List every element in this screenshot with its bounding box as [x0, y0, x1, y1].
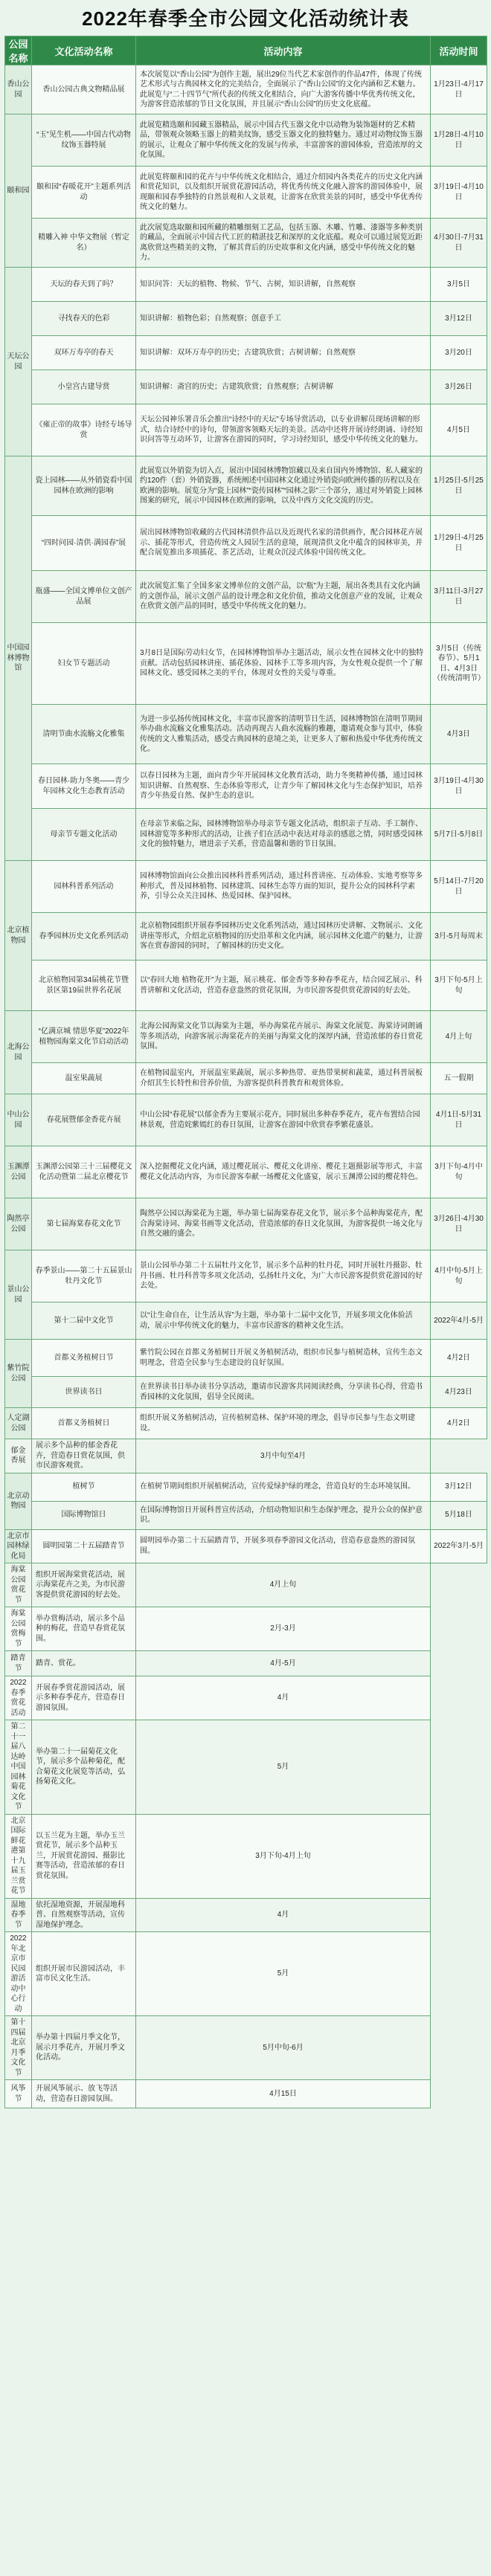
activity-name-cell: 2022春季赏花活动 [5, 1676, 32, 1720]
activity-time-cell: 2022年3月-5月 [431, 1529, 487, 1563]
table-row [5, 1377, 487, 1408]
activity-name-cell: 寻找春天的色彩 [32, 302, 136, 336]
table-row [5, 456, 487, 516]
activity-content-cell: 展出园林博物馆收藏的古代园林清供作品以及近现代名家的清供画作，配合园林花卉展示、插花等形式，营造传统文人园居生活的意境，展现清供文化中蕴含的园林审美，并配合展览推出多项插花、茶艺活动，让观众沉浸式体验中国传统文化。 [136, 516, 431, 571]
activity-name-cell: 瓷上园林——从外销瓷看中国园林在欧洲的影响 [32, 456, 136, 516]
activity-time-cell: 4月上旬 [431, 1011, 487, 1063]
activity-name-cell: 郁金香展 [5, 1439, 32, 1473]
activity-name-cell: 妇女节专题活动 [32, 623, 136, 705]
table-row [5, 623, 487, 705]
activity-content-cell: 知识问答：天坛的植物、物候、节气、古树，知识讲解，自然观察 [136, 268, 431, 302]
park-name-cell: 玉渊潭公园 [5, 1146, 32, 1198]
table-row [5, 167, 487, 219]
table-row [5, 65, 487, 114]
table-row [5, 1146, 487, 1198]
table-row [5, 1063, 487, 1094]
activity-content-cell: 组织开展海棠赏花活动，展示海棠花卉之美，为市民游客提供赏花游园的好去处。 [32, 1563, 136, 1607]
activity-time-cell: 4月2日 [431, 1408, 487, 1439]
activity-content-cell: 开展风筝展示、放飞等活动，营造春日游园氛围。 [32, 2080, 136, 2108]
activity-name-cell: 春花展暨郁金香花卉展 [32, 1094, 136, 1146]
activity-time-cell: 5月 [136, 1932, 431, 2016]
activity-time-cell: 4月 [136, 1898, 431, 1932]
header-activity-content: 活动内容 [136, 36, 431, 65]
activity-time-cell: 3月中旬至4月 [136, 1439, 431, 1473]
activity-time-cell: 4月23日 [431, 1377, 487, 1408]
table-row [5, 219, 487, 268]
activity-name-cell: 北京植物园第34届桃花节暨景区第19届世界名花展 [32, 961, 136, 1011]
table-row [5, 1501, 487, 1529]
activity-name-cell: 春季景山——第二十五届景山牡丹文化节 [32, 1250, 136, 1302]
activity-time-cell: 1月23日-4月17日 [431, 65, 487, 114]
activity-content-cell: 天坛公园神乐署音乐会推出“诗经中的天坛”专场导赏活动，以专业讲解员现场讲解的形式，结合诗经中的诗句，带领游客领略天坛的美景。活动中还将开展诗经朗诵、诗经知识问答等互动环节，让游客在游园的同时，学习诗经知识，感受中华传统文化的魅力。 [136, 404, 431, 456]
header-park: 公园名称 [5, 36, 32, 65]
activity-time-cell: 4月15日 [136, 2080, 431, 2108]
activity-content-cell: 知识讲解：斋宫的历史；古建筑欣赏；自然观察；古树讲解 [136, 370, 431, 404]
activity-name-cell: 精雕入神 中华文物展（暂定名） [32, 219, 136, 268]
activity-name-cell: 首都义务植树日节 [32, 1340, 136, 1377]
table-body [5, 65, 487, 2108]
table-row [5, 571, 487, 623]
table-row [5, 302, 487, 336]
park-name-cell: 人定湖公园 [5, 1408, 32, 1439]
activity-content-cell: 知识讲解：双环万寿亭的历史；古建筑欣赏；古树讲解；自然观察 [136, 336, 431, 370]
activity-time-cell: 5月7日-5月8日 [431, 809, 487, 861]
activity-content-cell: 圆明园举办第二十五届踏青节，开展多项春季游园文化活动，营造春意盎然的游园氛围。 [136, 1529, 431, 1563]
activity-time-cell: 3月-5月每周末 [431, 913, 487, 961]
activity-content-cell: 组织开展义务植树活动，宣传植树造林、保护环境的理念，倡导市民参与生态文明建设。 [136, 1408, 431, 1439]
activity-content-cell: 紫竹院公园在首都义务植树日开展义务植树活动，组织市民参与植树造林，宣传生态文明理念，营造全民参与生态建设的良好氛围。 [136, 1340, 431, 1377]
activity-time-cell: 3月26日-4月30日 [431, 1198, 487, 1250]
activity-name-cell: 春日园林·助力冬奥——青少年园林文化生态教育活动 [32, 764, 136, 809]
activity-content-cell: 深入挖掘樱花文化内涵，通过樱花展示、樱花文化讲座、樱花主题摄影展等形式，丰富樱花文化活动内容，为市民游客奉献一场樱花文化盛宴，展示玉渊潭公园的樱花特色。 [136, 1146, 431, 1198]
activity-name-cell: 2022年北京市民园游活动中心行动 [5, 1932, 32, 2016]
activity-time-cell: 4月2日 [431, 1340, 487, 1377]
activity-time-cell: 3月19日-4月10日 [431, 167, 487, 219]
activity-time-cell: 3月下旬-4月上旬 [136, 1814, 431, 1898]
activity-content-cell: 以玉兰花为主题，举办玉兰赏花节，展示多个品种玉兰，开展赏花游园、摄影比赛等活动，营造浓郁的春日赏花氛围。 [32, 1814, 136, 1898]
table-row [5, 1814, 487, 1898]
activity-name-cell: 圆明园第二十五届踏青节 [32, 1529, 136, 1563]
activity-name-cell: 北京国际鲜花港第十九届玉兰赏花节 [5, 1814, 32, 1898]
activity-content-cell: 3月8日是国际劳动妇女节，在园林博物馆举办主题活动，展示女性在园林文化中的独特贡献。活动包括园林讲座、插花体验、园林手工等多项内容，为女性观众提供一个了解园林文化、感受园林之美的平台，体现对女性的关爱与尊重。 [136, 623, 431, 705]
park-name-cell: 北海公园 [5, 1011, 32, 1094]
activity-time-cell: 3月11日-3月27日 [431, 571, 487, 623]
activity-content-cell: 展示多个品种的郁金香花卉，营造春日赏花氛围，供市民游客观赏。 [32, 1439, 136, 1473]
activity-name-cell: 国际博物馆日 [32, 1501, 136, 1529]
table-row [5, 1340, 487, 1377]
activity-name-cell: 第十四届北京月季文化节 [5, 2016, 32, 2080]
table-row [5, 861, 487, 913]
table-row [5, 2080, 487, 2108]
activity-content-cell: 此次展览选取颐和园所藏的精雕细刻工艺品，包括玉器、木雕、竹雕、漆器等多种类别的藏品，全面展示中国古代工匠的精湛技艺和深厚的文化底蕴。观众可以通过展览近距离欣赏这些精美的文物，了解其背后的历史故事和文化内涵，感受中华传统文化的魅力。 [136, 219, 431, 268]
activity-content-cell: 北海公园海棠文化节以海棠为主题，举办海棠花卉展示、海棠文化展览、海棠诗词朗诵等多项活动，向游客展示海棠花卉的美丽与海棠文化的深厚内涵，营造浓郁的春日赏花氛围。 [136, 1011, 431, 1063]
park-name-cell: 北京植物园 [5, 861, 32, 1011]
activity-content-cell: 此展览精选颐和园藏玉器精品，展示中国古代玉器文化中以动物为装饰题材的艺术精品，带领观众领略玉器上的精美纹饰，感受玉器文化的独特魅力。通过对动物纹饰玉器的展示，让观众了解中华传统文化的发展与传承，丰富游客的游园体验，营造浓厚的文化氛围。 [136, 114, 431, 167]
activity-name-cell: 温室果蔬展 [32, 1063, 136, 1094]
activity-content-cell: 知识讲解：植物色彩；自然观察；创意手工 [136, 302, 431, 336]
park-name-cell: 中国园林博物馆 [5, 456, 32, 861]
activity-content-cell: 组织开展市民游园活动，丰富市民文化生活。 [32, 1932, 136, 2016]
activity-time-cell: 4月30日-7月31日 [431, 219, 487, 268]
table-row [5, 1439, 487, 1473]
activity-name-cell: 双环万寿亭的春天 [32, 336, 136, 370]
activity-time-cell: 3月26日 [431, 370, 487, 404]
activity-time-cell: 4月3日 [431, 705, 487, 764]
activity-content-cell: 以春日园林为主题，面向青少年开展园林文化教育活动，助力冬奥精神传播，通过园林知识讲解、自然观察、生态体验等形式，让青少年了解园林文化与生态保护知识，培养青少年热爱自然、保护生态的意识。 [136, 764, 431, 809]
table-row [5, 1651, 487, 1676]
activity-name-cell: 海棠公园赏花节 [5, 1563, 32, 1607]
activity-content-cell: 在植树节期间组织开展植树活动，宣传爱绿护绿的理念，营造良好的生态环境氛围。 [136, 1473, 431, 1501]
park-name-cell: 北京市园林绿化局 [5, 1529, 32, 1563]
activity-time-cell: 1月25日-5月25日 [431, 456, 487, 516]
activity-name-cell: 小皇宫古建导赏 [32, 370, 136, 404]
activity-name-cell: 香山公园古典文物精品展 [32, 65, 136, 114]
activity-content-cell: 举办第十四届月季文化节，展示月季花卉，开展月季文化活动。 [32, 2016, 136, 2080]
activity-content-cell: 北京植物园组织开展春季园林历史文化系列活动，通过园林历史讲解、文物展示、文化讲座等形式，介绍北京植物园的历史沿革和文化内涵，展示园林文化遗产的魅力，让游客在赏春游园的同时，了解园林的历史文化。 [136, 913, 431, 961]
table-row [5, 1898, 487, 1932]
activity-name-cell: “四时问园·清供·满园春”展 [32, 516, 136, 571]
table-row [5, 1473, 487, 1501]
table-row [5, 2016, 487, 2080]
activity-time-cell: 五一假期 [431, 1063, 487, 1094]
activity-name-cell: 风筝节 [5, 2080, 32, 2108]
table-row [5, 114, 487, 167]
activity-name-cell: 湿地春季节 [5, 1898, 32, 1932]
activity-name-cell: 颐和园“春暖花开”主题系列活动 [32, 167, 136, 219]
activity-time-cell: 4月中旬-5月上旬 [431, 1250, 487, 1302]
park-name-cell: 中山公园 [5, 1094, 32, 1146]
park-name-cell: 香山公园 [5, 65, 32, 114]
activity-content-cell: 景山公园举办第二十五届牡丹文化节，展示多个品种的牡丹花，同时开展牡丹摄影、牡丹书画、牡丹科普等多项文化活动，弘扬牡丹文化，为广大市民游客提供赏花游园的好去处。 [136, 1250, 431, 1302]
activity-content-cell: 本次展览以“香山公园”为创作主题，展出29位当代艺术家创作的作品47件，体现了传统艺术形式与古典园林文化的完美结合，全面展示了“香山公园”的文化内涵和艺术魅力。此展览与“二十四节气”所代表的传统文化相结合，向广大游客传播中华优秀传统文化，为游客营造浓郁的节日文化氛围，并且展示“香山公园”的历史文化底蕴。 [136, 65, 431, 114]
table-row [5, 1529, 487, 1563]
activity-content-cell: 园林博物馆面向公众推出园林科普系列活动，通过科普讲座、互动体验、实地考察等多种形式，普及园林植物、园林建筑、园林生态等方面的知识，提升公众的园林科学素养，引导公众关注园林、热爱园林、保护园林。 [136, 861, 431, 913]
activity-name-cell: “玉”见生机——中国古代动物纹饰玉器特展 [32, 114, 136, 167]
activity-time-cell: 5月中旬-6月 [136, 2016, 431, 2080]
activity-name-cell: 天坛的春天到了吗？ [32, 268, 136, 302]
activity-time-cell: 1月29日-4月25日 [431, 516, 487, 571]
table-row [5, 336, 487, 370]
activity-name-cell: 海棠公园赏梅节 [5, 1607, 32, 1651]
activity-time-cell: 4月5日 [431, 404, 487, 456]
activity-name-cell: 踏青节 [5, 1651, 32, 1676]
activity-content-cell: 陶然亭公园以海棠花为主题，举办第七届海棠春花文化节，展示多个品种海棠花卉，配合海棠诗词、海棠书画等文化活动，营造浓郁的春日文化氛围，为游客提供一场文化与自然交融的盛会。 [136, 1198, 431, 1250]
table-row [5, 1932, 487, 2016]
table-row [5, 809, 487, 861]
activity-name-cell: 首都义务植树日 [32, 1408, 136, 1439]
park-name-cell: 颐和园 [5, 114, 32, 268]
activity-name-cell: 清明节曲水流觞文化雅集 [32, 705, 136, 764]
activity-content-cell: 在母亲节来临之际，园林博物馆举办母亲节专题文化活动，组织亲子互动、手工制作、园林游览等多种形式的活动，让孩子们在活动中表达对母亲的感恩之情，同时感受园林文化的独特魅力，增进亲子关系，营造温馨和谐的节日氛围。 [136, 809, 431, 861]
table-row [5, 1563, 487, 1607]
activity-time-cell: 5月 [136, 1720, 431, 1815]
table-row [5, 1408, 487, 1439]
activity-time-cell: 3月下旬-4月中旬 [431, 1146, 487, 1198]
table-row [5, 1094, 487, 1146]
activity-time-cell: 2月-3月 [136, 1607, 431, 1651]
activity-content-cell: 开展春季赏花游园活动，展示多种春季花卉，营造春日游园氛围。 [32, 1676, 136, 1720]
activity-name-cell: 母亲节专题文化活动 [32, 809, 136, 861]
activity-time-cell: 3月19日-4月30日 [431, 764, 487, 809]
activity-time-cell: 4月-5月 [136, 1651, 431, 1676]
activity-content-cell: 以“春回大地 植物花开”为主题，展示桃花、郁金香等多种春季花卉，结合园艺展示、科普讲解和文化活动，营造春意盎然的赏花氛围，为市民游客提供赏花游园的好去处。 [136, 961, 431, 1011]
activity-name-cell: 园林科普系列活动 [32, 861, 136, 913]
table-row [5, 370, 487, 404]
activity-time-cell: 3月12日 [431, 302, 487, 336]
activity-time-cell: 4月上旬 [136, 1563, 431, 1607]
park-name-cell: 景山公园 [5, 1250, 32, 1340]
activity-name-cell: 植树节 [32, 1473, 136, 1501]
page-title: 2022年春季全市公园文化活动统计表 [82, 7, 409, 30]
table-row [5, 913, 487, 961]
activity-content-cell: 为进一步弘扬传统园林文化，丰富市民游客的清明节日生活，园林博物馆在清明节期间举办曲水流觞文化雅集活动。活动再现古人曲水流觞的雅趣，邀请观众参与其中，体验传统的文人雅集活动，感受古典园林的意境之美，让更多人了解和热爱中华优秀传统文化。 [136, 705, 431, 764]
activity-content-cell: 举办赏梅活动，展示多个品种的梅花，营造早春赏花氛围。 [32, 1607, 136, 1651]
table-row [5, 404, 487, 456]
park-name-cell: 紫竹院公园 [5, 1340, 32, 1408]
activity-name-cell: 第十二届中文化节 [32, 1302, 136, 1340]
activity-content-cell: 此展览以外销瓷为切入点，展出中国园林博物馆藏以及来自国内外博物馆、私人藏家的约120件（套）外销瓷器，系统阐述中国园林文化通过外销瓷向欧洲传播的历程以及在欧洲的影响。展览分为“瓷上园林”“瓷传园林”“园林之影”三个部分，通过对外销瓷上园林图案的研究，展示中国园林在欧洲的影响，以及中西方文化交流的历史。 [136, 456, 431, 516]
table-row [5, 1250, 487, 1302]
activity-time-cell: 4月 [136, 1676, 431, 1720]
activity-name-cell: 第七届海棠春花文化节 [32, 1198, 136, 1250]
activity-name-cell: 瓶盛——全国文博单位文创产品展 [32, 571, 136, 623]
table-row [5, 1198, 487, 1250]
table-row [5, 1011, 487, 1063]
table-row [5, 705, 487, 764]
header-activity-time: 活动时间 [431, 36, 487, 65]
activity-time-cell: 3月5日（传统春节）、5月1日、4月3日（传统清明节） [431, 623, 487, 705]
table-row [5, 961, 487, 1011]
activity-name-cell: 世界读书日 [32, 1377, 136, 1408]
table-row [5, 1302, 487, 1340]
activity-content-cell: 举办第二十一届菊花文化节，展示多个品种菊花，配合菊花文化展览等活动，弘扬菊花文化。 [32, 1720, 136, 1815]
activity-content-cell: 在国际博物馆日开展科普宣传活动，介绍动物知识和生态保护理念，提升公众的保护意识。 [136, 1501, 431, 1529]
activity-content-cell: 此次展览汇集了全国多家文博单位的文创产品，以“瓶”为主题，展出各类具有文化内涵的文创作品，展示文创产品的设计理念和文化价值，推动文化创意产业的发展，让观众在欣赏文创产品的同时，感受中华传统文化的魅力。 [136, 571, 431, 623]
activity-time-cell: 2022年4月-5月 [431, 1302, 487, 1340]
activity-name-cell: 玉渊潭公园第三十三届樱花文化活动暨第二届北京樱花节 [32, 1146, 136, 1198]
activity-time-cell: 3月12日 [431, 1473, 487, 1501]
park-name-cell: 天坛公园 [5, 268, 32, 456]
header-activity-name: 文化活动名称 [32, 36, 136, 65]
activity-time-cell: 5月14日-7月20日 [431, 861, 487, 913]
activity-time-cell: 1月28日-4月10日 [431, 114, 487, 167]
activity-content-cell: 此展览将颐和园的花卉与中华传统文化相结合，通过介绍园内各类花卉的历史文化内涵和赏花知识，以及组织开展赏花游园活动，将优秀传统文化融入游客的游园体验中，展现颐和园春季独特的自然景观和人文景观，让游客在欣赏美景的同时，感受中华优秀传统文化的魅力。 [136, 167, 431, 219]
activity-content-cell: 在植物园温室内，开展温室果蔬展，展示多种热带、亚热带果树和蔬菜，通过科普展板介绍其生长特性和营养价值，为游客提供科普教育和观赏体验。 [136, 1063, 431, 1094]
park-name-cell: 北京动物园 [5, 1473, 32, 1529]
table-header-row [5, 36, 487, 65]
activity-time-cell: 3月20日 [431, 336, 487, 370]
table-row [5, 1676, 487, 1720]
activity-name-cell: 《雍正帝的故事》诗经专场导赏 [32, 404, 136, 456]
activity-time-cell: 3月下旬-5月上旬 [431, 961, 487, 1011]
table-row [5, 764, 487, 809]
activity-name-cell: 第二十一届八达岭中国园林菊花文化节 [5, 1720, 32, 1815]
park-name-cell: 陶然亭公园 [5, 1198, 32, 1250]
activity-content-cell: 中山公园“春花展”以郁金香为主要展示花卉，同时展出多种春季花卉，花卉布置结合园林景观，营造姹紫嫣红的春日氛围，让游客在游园中欣赏春季繁花盛景。 [136, 1094, 431, 1146]
activity-table [4, 36, 487, 2108]
activity-time-cell: 5月18日 [431, 1501, 487, 1529]
activity-name-cell: 春季园林历史文化系列活动 [32, 913, 136, 961]
activity-content-cell: 依托湿地资源，开展湿地科普、自然观察等活动，宣传湿地保护理念。 [32, 1898, 136, 1932]
table-row [5, 1607, 487, 1651]
activity-time-cell: 4月1日-5月31日 [431, 1094, 487, 1146]
activity-name-cell: “亿满京城 情思华夏”2022年植物园海棠文化节启动活动 [32, 1011, 136, 1063]
table-row [5, 268, 487, 302]
activity-content-cell: 以“让生命自在，让生活从容”为主题，举办第十二届中文化节，开展多项文化体验活动，展示中华传统文化的魅力，丰富市民游客的精神文化生活。 [136, 1302, 431, 1340]
activity-content-cell: 在世界读书日举办读书分享活动，邀请市民游客共同阅读经典，分享读书心得，营造书香园林的文化氛围，倡导全民阅读。 [136, 1377, 431, 1408]
activity-content-cell: 踏青、赏花。 [32, 1651, 136, 1676]
table-row [5, 1720, 487, 1815]
activity-time-cell: 3月5日 [431, 268, 487, 302]
table-row [5, 516, 487, 571]
